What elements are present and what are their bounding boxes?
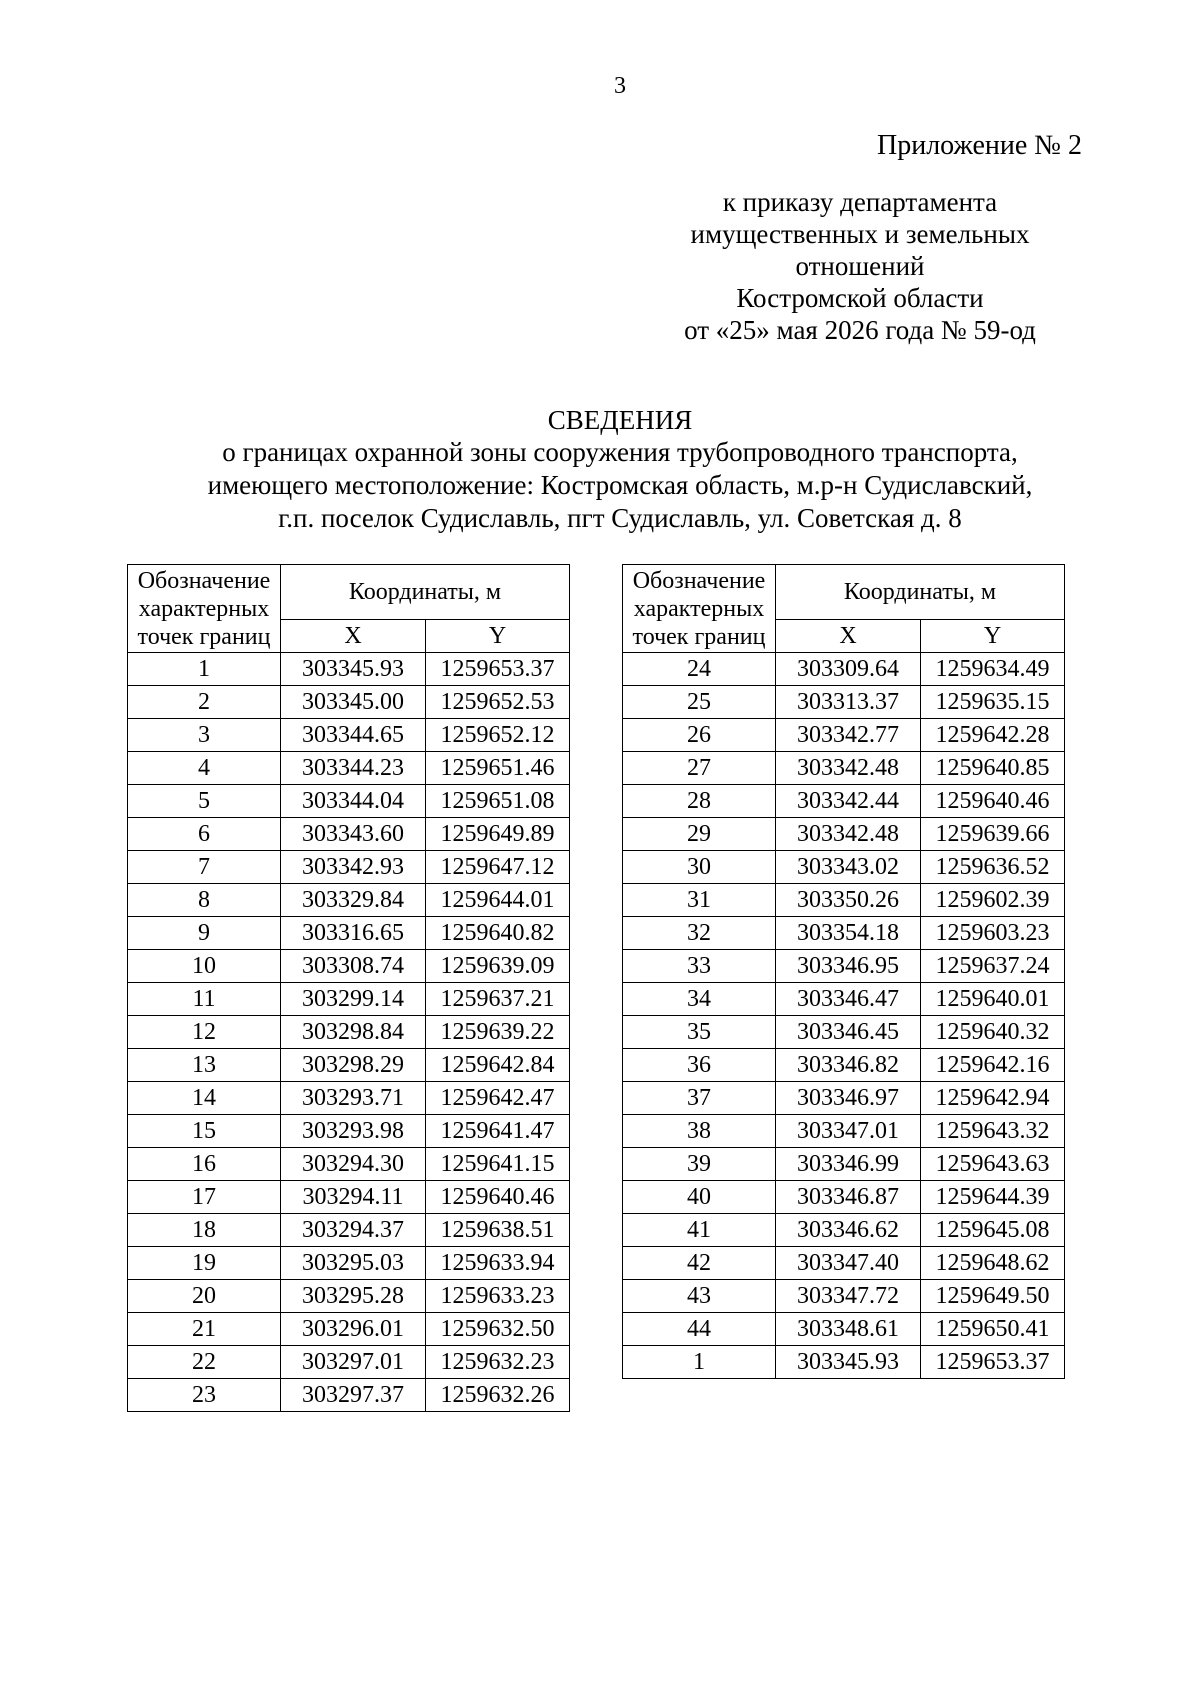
table-row — [128, 1082, 570, 1115]
point-number-cell: 6 — [128, 818, 281, 851]
table-row — [623, 752, 1065, 785]
table-row — [623, 785, 1065, 818]
y-coordinate-cell: 1259637.24 — [921, 950, 1065, 983]
point-number-cell: 24 — [623, 653, 776, 686]
table-row — [128, 686, 570, 719]
table-row — [623, 1115, 1065, 1148]
page-number: 3 — [614, 73, 626, 99]
point-number-cell: 39 — [623, 1148, 776, 1181]
table-row — [623, 686, 1065, 719]
point-designation-header: Обозначение характерных точек границ — [623, 565, 776, 653]
x-coordinate-cell: 303296.01 — [281, 1313, 426, 1346]
table-row — [128, 1214, 570, 1247]
point-number-cell: 5 — [128, 785, 281, 818]
coordinates-table-left — [127, 564, 570, 1412]
x-coordinate-cell: 303345.93 — [776, 1346, 921, 1379]
point-number-cell: 35 — [623, 1016, 776, 1049]
x-coordinate-cell: 303346.82 — [776, 1049, 921, 1082]
y-coordinate-cell: 1259652.53 — [426, 686, 570, 719]
table-row — [623, 884, 1065, 917]
table-row — [128, 1247, 570, 1280]
table-row — [623, 1214, 1065, 1247]
y-coordinate-cell: 1259651.08 — [426, 785, 570, 818]
x-coordinate-cell: 303344.23 — [281, 752, 426, 785]
table-row — [623, 1049, 1065, 1082]
point-number-cell: 15 — [128, 1115, 281, 1148]
point-number-cell: 20 — [128, 1280, 281, 1313]
y-coordinate-cell: 1259651.46 — [426, 752, 570, 785]
order-line: к приказу департамента — [722, 187, 998, 217]
table-row — [623, 1181, 1065, 1214]
x-coordinate-cell: 303348.61 — [776, 1313, 921, 1346]
point-number-cell: 36 — [623, 1049, 776, 1082]
x-coordinate-cell: 303346.45 — [776, 1016, 921, 1049]
order-line: отношений — [795, 251, 925, 281]
y-coordinate-cell: 1259640.46 — [426, 1181, 570, 1214]
coordinates-table-right — [622, 564, 1065, 1379]
y-coordinate-cell: 1259653.37 — [921, 1346, 1065, 1379]
point-number-cell: 2 — [128, 686, 281, 719]
y-coordinate-cell: 1259603.23 — [921, 917, 1065, 950]
x-coordinate-cell: 303294.37 — [281, 1214, 426, 1247]
y-coordinate-cell: 1259640.85 — [921, 752, 1065, 785]
y-coordinate-cell: 1259644.39 — [921, 1181, 1065, 1214]
point-number-cell: 1 — [128, 653, 281, 686]
order-reference — [600, 186, 1120, 346]
table-row — [128, 983, 570, 1016]
table-row — [128, 851, 570, 884]
point-number-cell: 40 — [623, 1181, 776, 1214]
y-coordinate-cell: 1259632.50 — [426, 1313, 570, 1346]
table-row — [623, 950, 1065, 983]
table-row — [128, 785, 570, 818]
y-coordinate-cell: 1259642.16 — [921, 1049, 1065, 1082]
x-coordinate-cell: 303350.26 — [776, 884, 921, 917]
point-number-cell: 25 — [623, 686, 776, 719]
table-row — [623, 851, 1065, 884]
x-coordinate-cell: 303346.47 — [776, 983, 921, 1016]
point-number-cell: 28 — [623, 785, 776, 818]
coordinates-header: Координаты, м — [776, 565, 1065, 620]
y-coordinate-cell: 1259642.94 — [921, 1082, 1065, 1115]
point-number-cell: 43 — [623, 1280, 776, 1313]
point-number-cell: 7 — [128, 851, 281, 884]
y-coordinate-cell: 1259643.32 — [921, 1115, 1065, 1148]
point-number-cell: 3 — [128, 719, 281, 752]
y-coordinate-cell: 1259636.52 — [921, 851, 1065, 884]
order-line: имущественных и земельных — [690, 219, 1030, 249]
point-number-cell: 14 — [128, 1082, 281, 1115]
y-coordinate-cell: 1259642.47 — [426, 1082, 570, 1115]
x-coordinate-cell: 303347.01 — [776, 1115, 921, 1148]
x-coordinate-cell: 303347.40 — [776, 1247, 921, 1280]
x-coordinate-cell: 303295.03 — [281, 1247, 426, 1280]
subtitle-line: г.п. поселок Судиславль, пгт Судиславль, ул. Советская д. 8 — [278, 503, 962, 533]
table-row — [623, 1313, 1065, 1346]
point-number-cell: 16 — [128, 1148, 281, 1181]
y-coordinate-cell: 1259649.89 — [426, 818, 570, 851]
point-number-cell: 18 — [128, 1214, 281, 1247]
appendix-label: Приложение № 2 — [877, 130, 1082, 161]
x-coordinate-cell: 303294.30 — [281, 1148, 426, 1181]
table-row — [623, 983, 1065, 1016]
x-coordinate-cell: 303295.28 — [281, 1280, 426, 1313]
point-number-cell: 10 — [128, 950, 281, 983]
y-coordinate-cell: 1259638.51 — [426, 1214, 570, 1247]
table-row — [623, 1082, 1065, 1115]
point-number-cell: 11 — [128, 983, 281, 1016]
y-coordinate-cell: 1259632.23 — [426, 1346, 570, 1379]
x-coordinate-cell: 303346.99 — [776, 1148, 921, 1181]
point-number-cell: 4 — [128, 752, 281, 785]
x-coordinate-cell: 303342.48 — [776, 818, 921, 851]
point-number-cell: 29 — [623, 818, 776, 851]
point-number-cell: 34 — [623, 983, 776, 1016]
y-coordinate-cell: 1259634.49 — [921, 653, 1065, 686]
x-coordinate-cell: 303346.62 — [776, 1214, 921, 1247]
coordinates-header: Координаты, м — [281, 565, 570, 620]
x-coordinate-cell: 303345.93 — [281, 653, 426, 686]
x-coordinate-cell: 303342.48 — [776, 752, 921, 785]
table-row — [623, 719, 1065, 752]
y-coordinate-cell: 1259653.37 — [426, 653, 570, 686]
table-row — [128, 1181, 570, 1214]
point-number-cell: 37 — [623, 1082, 776, 1115]
point-number-cell: 26 — [623, 719, 776, 752]
y-coordinate-cell: 1259632.26 — [426, 1379, 570, 1412]
x-coordinate-cell: 303343.02 — [776, 851, 921, 884]
table-row — [623, 1016, 1065, 1049]
y-coordinate-cell: 1259639.66 — [921, 818, 1065, 851]
x-coordinate-cell: 303344.65 — [281, 719, 426, 752]
point-designation-header: Обозначение характерных точек границ — [128, 565, 281, 653]
table-row — [128, 752, 570, 785]
table-row — [128, 1313, 570, 1346]
point-number-cell: 12 — [128, 1016, 281, 1049]
y-coordinate-cell: 1259649.50 — [921, 1280, 1065, 1313]
order-line: Костромской области — [736, 283, 984, 313]
x-coordinate-cell: 303298.84 — [281, 1016, 426, 1049]
order-date-number: от «25» мая 2026 года № 59-од — [684, 315, 1036, 345]
point-number-cell: 33 — [623, 950, 776, 983]
x-coordinate-cell: 303345.00 — [281, 686, 426, 719]
point-number-cell: 30 — [623, 851, 776, 884]
point-number-cell: 9 — [128, 917, 281, 950]
x-coordinate-cell: 303316.65 — [281, 917, 426, 950]
y-coordinate-cell: 1259602.39 — [921, 884, 1065, 917]
x-coordinate-cell: 303313.37 — [776, 686, 921, 719]
x-coordinate-cell: 303346.87 — [776, 1181, 921, 1214]
table-row — [128, 1148, 570, 1181]
y-coordinate-cell: 1259645.08 — [921, 1214, 1065, 1247]
y-coordinate-cell: 1259635.15 — [921, 686, 1065, 719]
x-coordinate-cell: 303346.95 — [776, 950, 921, 983]
table-row — [623, 1247, 1065, 1280]
y-header: Y — [426, 620, 570, 653]
x-coordinate-cell: 303344.04 — [281, 785, 426, 818]
subtitle-line: имеющего местоположение: Костромская область, м.р-н Судиславский, — [207, 470, 1033, 500]
document-subtitle — [0, 436, 1200, 535]
x-coordinate-cell: 303342.93 — [281, 851, 426, 884]
x-coordinate-cell: 303297.01 — [281, 1346, 426, 1379]
x-coordinate-cell: 303346.97 — [776, 1082, 921, 1115]
table-row — [128, 1016, 570, 1049]
point-number-cell: 17 — [128, 1181, 281, 1214]
x-coordinate-cell: 303298.29 — [281, 1049, 426, 1082]
document-title: СВЕДЕНИЯ — [547, 405, 693, 435]
x-coordinate-cell: 303297.37 — [281, 1379, 426, 1412]
table-row — [128, 1115, 570, 1148]
table-row — [623, 1346, 1065, 1379]
table-row — [128, 917, 570, 950]
x-header: X — [281, 620, 426, 653]
y-coordinate-cell: 1259644.01 — [426, 884, 570, 917]
y-coordinate-cell: 1259642.84 — [426, 1049, 570, 1082]
point-number-cell: 13 — [128, 1049, 281, 1082]
y-coordinate-cell: 1259643.63 — [921, 1148, 1065, 1181]
x-header: X — [776, 620, 921, 653]
table-body-right — [623, 653, 1065, 1379]
point-number-cell: 22 — [128, 1346, 281, 1379]
table-body-left — [128, 653, 570, 1412]
x-coordinate-cell: 303294.11 — [281, 1181, 426, 1214]
x-coordinate-cell: 303293.98 — [281, 1115, 426, 1148]
y-coordinate-cell: 1259648.62 — [921, 1247, 1065, 1280]
y-coordinate-cell: 1259633.23 — [426, 1280, 570, 1313]
x-coordinate-cell: 303342.44 — [776, 785, 921, 818]
x-coordinate-cell: 303329.84 — [281, 884, 426, 917]
table-row — [623, 1148, 1065, 1181]
y-coordinate-cell: 1259639.22 — [426, 1016, 570, 1049]
table-row — [128, 1379, 570, 1412]
y-coordinate-cell: 1259639.09 — [426, 950, 570, 983]
y-coordinate-cell: 1259637.21 — [426, 983, 570, 1016]
table-row — [128, 950, 570, 983]
point-number-cell: 38 — [623, 1115, 776, 1148]
point-number-cell: 8 — [128, 884, 281, 917]
y-coordinate-cell: 1259647.12 — [426, 851, 570, 884]
x-coordinate-cell: 303354.18 — [776, 917, 921, 950]
y-coordinate-cell: 1259640.01 — [921, 983, 1065, 1016]
x-coordinate-cell: 303293.71 — [281, 1082, 426, 1115]
table-row — [623, 653, 1065, 686]
table-row — [128, 884, 570, 917]
y-coordinate-cell: 1259652.12 — [426, 719, 570, 752]
x-coordinate-cell: 303308.74 — [281, 950, 426, 983]
point-number-cell: 19 — [128, 1247, 281, 1280]
table-row — [623, 1280, 1065, 1313]
point-number-cell: 23 — [128, 1379, 281, 1412]
point-number-cell: 31 — [623, 884, 776, 917]
y-coordinate-cell: 1259641.15 — [426, 1148, 570, 1181]
point-number-cell: 21 — [128, 1313, 281, 1346]
x-coordinate-cell: 303342.77 — [776, 719, 921, 752]
y-coordinate-cell: 1259640.46 — [921, 785, 1065, 818]
y-coordinate-cell: 1259650.41 — [921, 1313, 1065, 1346]
y-coordinate-cell: 1259633.94 — [426, 1247, 570, 1280]
y-coordinate-cell: 1259640.32 — [921, 1016, 1065, 1049]
x-coordinate-cell: 303347.72 — [776, 1280, 921, 1313]
y-coordinate-cell: 1259640.82 — [426, 917, 570, 950]
table-row — [128, 1280, 570, 1313]
x-coordinate-cell: 303309.64 — [776, 653, 921, 686]
table-row — [128, 818, 570, 851]
table-row — [128, 1346, 570, 1379]
y-coordinate-cell: 1259641.47 — [426, 1115, 570, 1148]
point-number-cell: 42 — [623, 1247, 776, 1280]
table-row — [128, 719, 570, 752]
y-coordinate-cell: 1259642.28 — [921, 719, 1065, 752]
x-coordinate-cell: 303299.14 — [281, 983, 426, 1016]
table-row — [623, 818, 1065, 851]
point-number-cell: 27 — [623, 752, 776, 785]
table-row — [128, 1049, 570, 1082]
y-header: Y — [921, 620, 1065, 653]
table-row — [623, 917, 1065, 950]
point-number-cell: 32 — [623, 917, 776, 950]
x-coordinate-cell: 303343.60 — [281, 818, 426, 851]
table-row — [128, 653, 570, 686]
subtitle-line: о границах охранной зоны сооружения трубопроводного транспорта, — [222, 437, 1018, 467]
point-number-cell: 44 — [623, 1313, 776, 1346]
point-number-cell: 41 — [623, 1214, 776, 1247]
point-number-cell: 1 — [623, 1346, 776, 1379]
